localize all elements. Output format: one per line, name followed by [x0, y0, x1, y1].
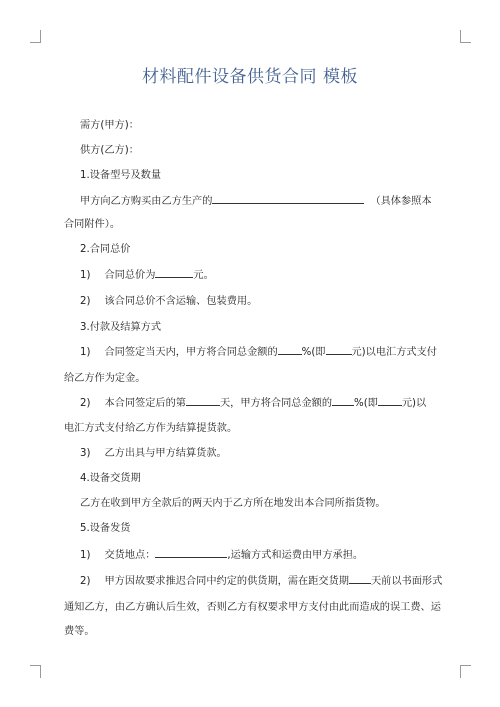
item-text: ,运输方式和运费由甲方承担。 — [227, 550, 364, 561]
blank-field — [278, 344, 302, 355]
section-5-item-1 — [80, 546, 363, 561]
section-5-item-2 — [80, 572, 442, 587]
section-3-heading: 3.付款及结算方式 — [80, 322, 162, 333]
section-3-item-1-line-2: 给乙方作为定金。 — [64, 373, 146, 384]
item-text: 合同签定当天内，甲方将合同总金额的 — [104, 347, 278, 358]
item-text: 甲方因故要求推迟合同中约定的供货期，需在距交货期 — [104, 576, 349, 587]
section-1-line-2: 合同附件）。 — [64, 219, 121, 230]
crop-mark-bottom-left — [30, 665, 41, 678]
section-4-heading: 4.设备交货期 — [80, 473, 141, 484]
party-b-label: 供方(乙方)： — [80, 145, 139, 156]
section-3-item-2 — [80, 394, 426, 409]
item-text: %(即 — [354, 398, 378, 409]
crop-mark-bottom-right — [460, 665, 471, 678]
section-1-line-1 — [80, 192, 432, 207]
party-a-label: 需方(甲方)： — [80, 120, 139, 131]
item-number: 1) — [80, 550, 91, 561]
crop-mark-top-left — [30, 30, 41, 43]
item-number: 3) — [80, 448, 91, 459]
item-text: 交货地点： — [104, 550, 156, 561]
blank-field — [378, 395, 402, 406]
blank-field — [186, 395, 220, 406]
crop-mark-top-right — [460, 30, 471, 43]
item-text: 元)以 — [401, 398, 427, 409]
section-2-item-2 — [80, 292, 257, 307]
document-title: 材料配件设备供货合同 模板 — [142, 67, 358, 87]
item-text: %(即 — [301, 347, 326, 358]
section-5-heading: 5.设备发货 — [80, 523, 131, 534]
item-number: 1) — [80, 270, 91, 281]
section-3-item-3 — [80, 444, 227, 459]
blank-field — [326, 344, 352, 355]
item-text: 本合同签定后的第 — [104, 398, 186, 409]
blank-field — [332, 395, 354, 406]
blank-field — [349, 573, 371, 584]
section-1-heading: 1.设备型号及数量 — [80, 170, 162, 181]
item-text: 天，甲方将合同总金额的 — [219, 398, 333, 409]
section-5-item-2-line-3: 费等。 — [64, 626, 95, 637]
section-1-suffix: （具体参照本 — [370, 196, 432, 207]
section-2-item-1 — [80, 266, 214, 281]
section-4-text: 乙方在收到甲方全款后的两天内于乙方所在地发出本合同所指货物。 — [80, 498, 386, 509]
blank-field — [212, 193, 364, 204]
item-text: 合同总价为 — [104, 270, 156, 281]
item-text: 元。 — [193, 270, 214, 281]
blank-field — [155, 547, 227, 558]
item-number: 1) — [80, 347, 91, 358]
item-number: 2) — [80, 576, 91, 587]
section-1-prefix: 甲方向乙方购买由乙方生产的 — [80, 196, 213, 207]
item-text: 天前以书面形式 — [370, 576, 443, 587]
item-text: 元)以电汇方式支付 — [351, 347, 437, 358]
item-number: 2) — [80, 398, 91, 409]
item-text: 乙方出具与甲方结算货款。 — [104, 448, 227, 459]
section-5-item-2-line-2: 通知乙方，由乙方确认后生效，否则乙方有权要求甲方支付由此而造成的误工费、运 — [64, 602, 441, 613]
item-text: 该合同总价不含运输、包装费用。 — [104, 296, 258, 307]
section-3-item-2-line-2: 电汇方式支付给乙方作为结算提货款。 — [64, 423, 238, 434]
item-number: 2) — [80, 296, 91, 307]
section-2-heading: 2.合同总价 — [80, 244, 131, 255]
section-3-item-1 — [80, 343, 437, 358]
blank-field — [155, 267, 193, 278]
